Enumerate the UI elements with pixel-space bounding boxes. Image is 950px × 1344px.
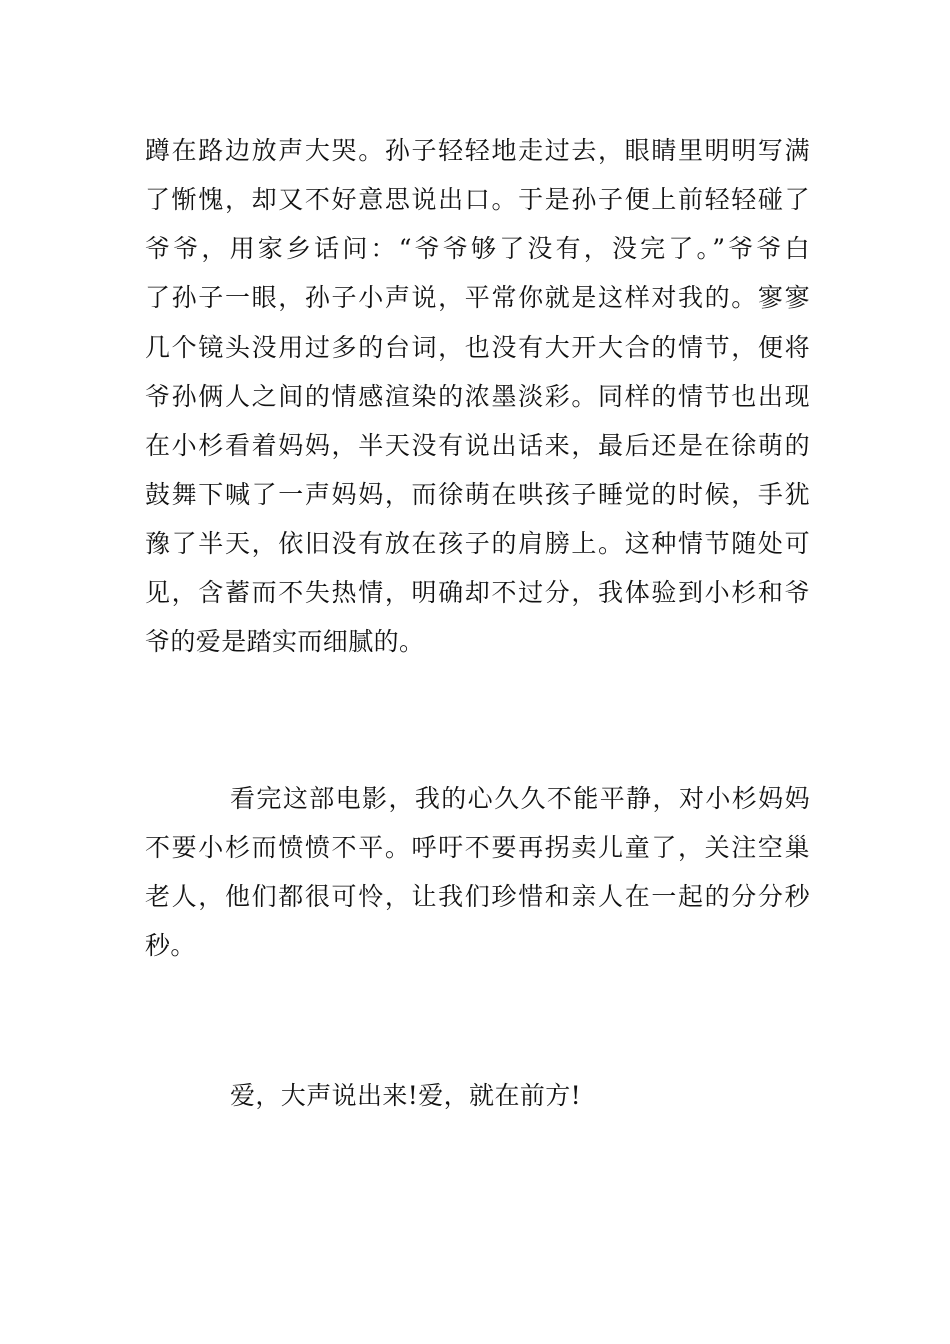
paragraph-2-line-4: 秒。	[145, 931, 196, 960]
paragraph-1-line-3: 爷爷，用家乡话问：“爷爷够了没有，没完了。”爷爷白	[145, 234, 810, 263]
paragraph-1-line-5: 几个镜头没用过多的台词，也没有大开大合的情节，便将	[145, 333, 810, 362]
paragraph-2-line-3: 老人，他们都很可怜，让我们珍惜和亲人在一起的分分秒	[145, 882, 810, 911]
paragraph-1-line-4: 了孙子一眼，孙子小声说，平常你就是这样对我的。寥寥	[145, 283, 810, 312]
paragraph-1-line-6: 爷孙俩人之间的情感渲染的浓墨淡彩。同样的情节也出现	[145, 382, 810, 411]
paragraph-1-line-7: 在小杉看着妈妈，半天没有说出话来，最后还是在徐萌的	[145, 431, 810, 460]
paragraph-2-line-1: 看完这部电影，我的心久久不能平静，对小杉妈妈	[230, 784, 810, 813]
paragraph-1-line-2: 了惭愧，却又不好意思说出口。于是孙子便上前轻轻碰了	[145, 185, 810, 214]
closing-line: 爱，大声说出来!爱，就在前方!	[230, 1081, 582, 1110]
paragraph-1-line-9: 豫了半天，依旧没有放在孩子的肩膀上。这种情节随处可	[145, 529, 810, 558]
paragraph-1-line-10: 见，含蓄而不失热情，明确却不过分，我体验到小杉和爷	[145, 578, 810, 607]
paragraph-1-line-1: 蹲在路边放声大哭。孙子轻轻地走过去，眼睛里明明写满	[145, 136, 810, 165]
paragraph-1-line-8: 鼓舞下喊了一声妈妈，而徐萌在哄孩子睡觉的时候，手犹	[145, 480, 810, 509]
paragraph-2-line-2: 不要小杉而愤愤不平。呼吁不要再拐卖儿童了，关注空巢	[145, 833, 810, 862]
paragraph-1-line-11: 爷的爱是踏实而细腻的。	[145, 627, 425, 656]
